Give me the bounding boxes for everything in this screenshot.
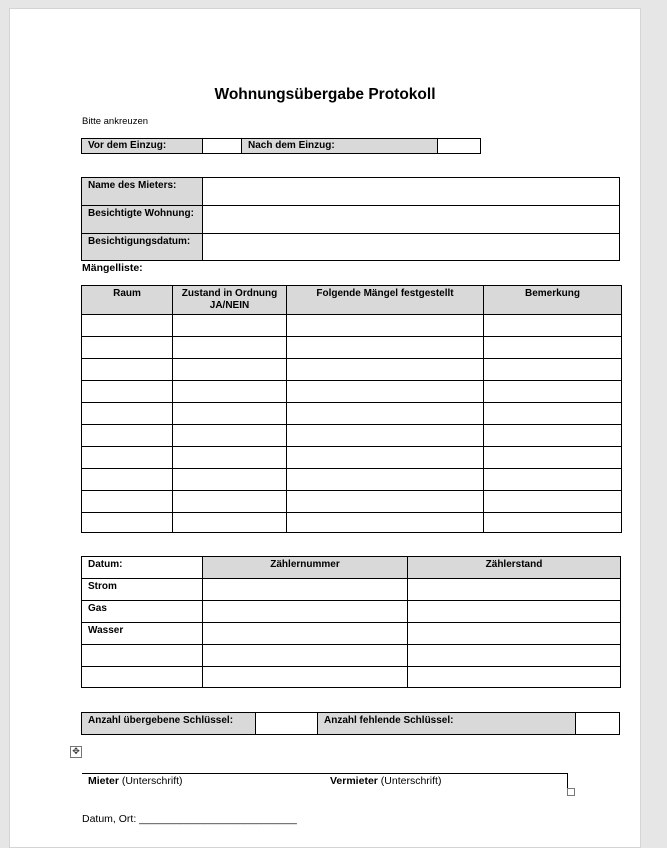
table-row (82, 381, 622, 403)
table-cell[interactable] (287, 315, 484, 337)
table-cell[interactable] (484, 491, 622, 513)
after-move-in-checkbox[interactable] (438, 139, 481, 154)
inspection-date-field[interactable] (203, 234, 620, 261)
table-cell[interactable] (287, 403, 484, 425)
tenant-signature-label: Mieter (88, 775, 119, 787)
table-cell[interactable] (484, 381, 622, 403)
table-cell[interactable] (173, 491, 287, 513)
table-row (82, 403, 622, 425)
tenant-name-label: Name des Mieters: (82, 178, 203, 206)
table-cell[interactable] (203, 579, 408, 601)
meter-table (81, 556, 621, 688)
table-cell[interactable] (484, 315, 622, 337)
before-move-in-checkbox[interactable] (203, 139, 242, 154)
table-row (82, 359, 622, 381)
table-cell[interactable] (484, 513, 622, 533)
table-cell[interactable] (173, 425, 287, 447)
table-row (82, 645, 621, 667)
table-cell[interactable] (173, 359, 287, 381)
after-move-in-label: Nach dem Einzug: (242, 139, 438, 154)
keys-missing-label: Anzahl fehlende Schlüssel: (318, 713, 576, 735)
table-cell[interactable] (82, 403, 173, 425)
table-cell[interactable] (408, 601, 621, 623)
tenant-signature (88, 775, 183, 787)
table-cell[interactable] (82, 447, 173, 469)
meter-reading-header: Zählerstand (408, 557, 621, 579)
table-cell[interactable] (173, 447, 287, 469)
table-cell[interactable] (408, 645, 621, 667)
table-cell[interactable] (173, 469, 287, 491)
table-cell[interactable] (484, 425, 622, 447)
table-cell[interactable] (82, 315, 173, 337)
table-cell[interactable] (287, 381, 484, 403)
table-cell[interactable] (173, 513, 287, 533)
table-cell[interactable] (484, 469, 622, 491)
table-cell[interactable] (484, 403, 622, 425)
column-header-defects: Folgende Mängel festgestellt (287, 286, 484, 315)
table-cell[interactable] (287, 469, 484, 491)
signature-line-end (567, 773, 568, 789)
table-cell[interactable] (287, 337, 484, 359)
tenant-signature-note: (Unterschrift) (118, 775, 183, 787)
table-cell[interactable] (173, 403, 287, 425)
table-cell[interactable] (287, 491, 484, 513)
table-cell[interactable] (287, 447, 484, 469)
keys-handed-label: Anzahl übergebene Schlüssel: (82, 713, 256, 735)
keys-handed-field[interactable] (256, 713, 318, 735)
table-cell[interactable] (82, 469, 173, 491)
table-cell[interactable] (287, 359, 484, 381)
table-cell[interactable] (82, 359, 173, 381)
meter-number-header: Zählernummer (203, 557, 408, 579)
keys-table (81, 712, 620, 735)
table-cell[interactable] (203, 667, 408, 688)
table-row (82, 447, 622, 469)
table-resize-handle-icon[interactable] (567, 788, 575, 796)
table-cell[interactable] (484, 359, 622, 381)
table-row (82, 579, 621, 601)
inspection-date-label: Besichtigungsdatum: (82, 234, 203, 261)
table-cell[interactable] (484, 447, 622, 469)
defects-heading: Mängelliste: (82, 262, 143, 274)
table-cell[interactable] (408, 667, 621, 688)
landlord-signature-note: (Unterschrift) (377, 775, 442, 787)
meter-date-label: Datum: (82, 557, 203, 579)
table-cell[interactable] (484, 337, 622, 359)
table-row (82, 469, 622, 491)
table-cell[interactable] (203, 623, 408, 645)
move-in-table (81, 138, 481, 154)
table-cell[interactable] (287, 425, 484, 447)
keys-missing-field[interactable] (576, 713, 620, 735)
table-cell[interactable] (82, 381, 173, 403)
table-cell[interactable] (82, 337, 173, 359)
landlord-signature (330, 775, 441, 787)
instruction-text: Bitte ankreuzen (82, 116, 149, 127)
table-cell[interactable] (82, 513, 173, 533)
table-cell[interactable] (82, 645, 203, 667)
before-move-in-label: Vor dem Einzug: (82, 139, 203, 154)
apartment-field[interactable] (203, 206, 620, 234)
table-row (82, 491, 622, 513)
column-header-remark: Bemerkung (484, 286, 622, 315)
apartment-label: Besichtigte Wohnung: (82, 206, 203, 234)
table-row (82, 315, 622, 337)
column-header-room: Raum (82, 286, 173, 315)
date-place-field: Datum, Ort: ___________________________ (82, 813, 297, 825)
table-cell[interactable] (173, 337, 287, 359)
signature-line (82, 773, 568, 774)
table-row (82, 667, 621, 688)
table-row (82, 601, 621, 623)
table-cell[interactable] (203, 601, 408, 623)
table-cell[interactable] (82, 667, 203, 688)
table-row (82, 425, 622, 447)
table-cell[interactable] (173, 381, 287, 403)
table-cell[interactable] (203, 645, 408, 667)
table-cell[interactable] (287, 513, 484, 533)
table-move-handle-icon[interactable]: ✥ (70, 746, 82, 758)
tenant-info-table (81, 177, 620, 261)
meter-row-label: Strom (82, 579, 203, 601)
table-cell[interactable] (408, 623, 621, 645)
table-cell[interactable] (82, 425, 173, 447)
table-row (82, 337, 622, 359)
table-cell[interactable] (408, 579, 621, 601)
meter-row-label: Wasser (82, 623, 203, 645)
table-row (82, 513, 622, 533)
document-title: Wohnungsübergabe Protokoll (214, 86, 436, 103)
table-cell[interactable] (173, 315, 287, 337)
table-row (82, 623, 621, 645)
table-cell[interactable] (82, 491, 173, 513)
meter-row-label: Gas (82, 601, 203, 623)
tenant-name-field[interactable] (203, 178, 620, 206)
column-header-condition: Zustand in Ordnung JA/NEIN (173, 286, 287, 315)
defects-table (81, 285, 622, 533)
landlord-signature-label: Vermieter (330, 775, 378, 787)
